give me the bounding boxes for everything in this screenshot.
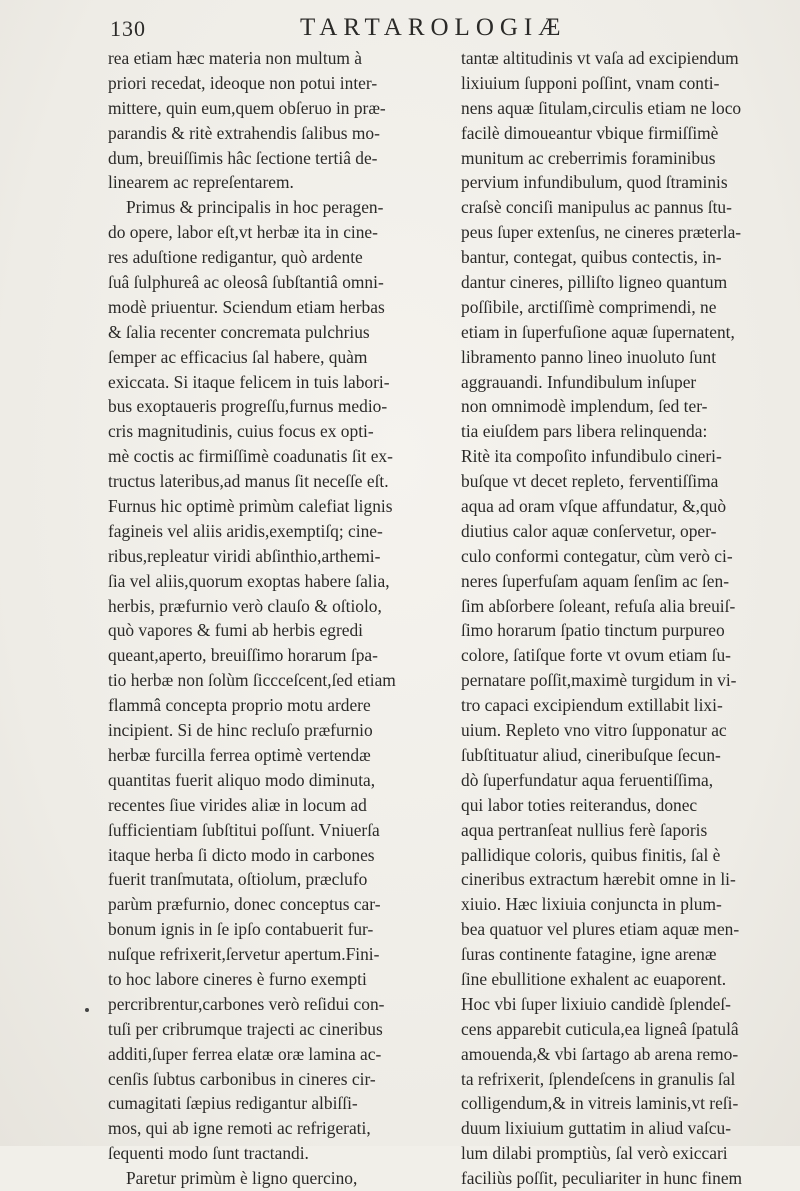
text-line: nuſque refrixerit,ſervetur apertum.Fini- xyxy=(108,944,380,965)
text-line: tuſi per cribrumque trajecti ac cineribus xyxy=(108,1018,383,1039)
text-line: ſia vel aliis,quorum exoptas habere ſalia, xyxy=(108,570,390,591)
text-line: amouenda,& vbi ſartago ab arena remo- xyxy=(461,1043,739,1064)
text-line: do opere, labor eſt,vt herbæ ita in cine- xyxy=(108,222,378,243)
text-line: & ſalia recenter concremata pulchrius xyxy=(108,321,370,342)
text-line: dò ſuperfundatur aqua feruentiſſima, xyxy=(461,769,714,790)
text-line: ſine ebullitione exhalent ac euaporent. xyxy=(461,968,727,989)
text-line: Hoc vbi ſuper lixiuio candidè ſplendeſ- xyxy=(461,993,731,1014)
text-line: to hoc labore cineres è furno exempti xyxy=(108,968,367,989)
text-line: ſufficientiam ſubſtitui poſſunt. Vniuerſa xyxy=(108,819,380,840)
text-line: nens aquæ ſitulam,circulis etiam ne loco xyxy=(461,97,742,118)
text-line: ſequenti modo ſunt tractandi. xyxy=(108,1143,309,1164)
right-text-column xyxy=(461,46,795,1191)
text-line: queant,aperto, breuiſſimo horarum ſpa- xyxy=(108,645,378,666)
text-line: Ritè ita compoſito infundibulo cineri- xyxy=(461,446,722,467)
text-line: herbis, præfurnio verò clauſo & oſtiolo, xyxy=(108,595,382,616)
text-line: herbæ furcilla ferrea optimè vertendæ xyxy=(108,744,371,765)
text-line: incipient. Si de hinc recluſo præfurnio xyxy=(108,720,373,741)
text-line: buſque vt decet repleto, ferventiſſima xyxy=(461,471,719,492)
text-line: tio herbæ non ſolùm ſiccceſcent,ſed etiam xyxy=(108,670,396,691)
text-line: itaque herba ſi dicto modo in carbones xyxy=(108,844,375,865)
text-line: recentes ſiue virides aliæ in locum ad xyxy=(108,794,367,815)
text-line: tructus lateribus,ad manus ſit neceſſe eſt. xyxy=(108,471,389,492)
text-line: etiam in ſuperfuſione aquæ ſupernatent, xyxy=(461,321,735,342)
text-line: dantur cineres, pilliſto ligneo quantum xyxy=(461,272,728,293)
text-line: faciliùs poſſit, peculiariter in hunc finem xyxy=(461,1168,743,1189)
text-line: Furnus hic optimè primùm calefiat lignis xyxy=(108,496,393,517)
text-line: bea quatuor vel plures etiam aquæ men- xyxy=(461,919,740,940)
text-line: libramento panno lineo inuoluto ſunt xyxy=(461,346,717,367)
text-line: bonum ignis in ſe ipſo contabuerit fur- xyxy=(108,919,374,940)
text-line: bus exoptaueris progreſſu,furnus medio- xyxy=(108,396,388,417)
text-line: ſemper ac efficacius ſal habere, quàm xyxy=(108,346,368,367)
text-line: exiccata. Si itaque felicem in tuis labori- xyxy=(108,371,390,392)
text-line: parùm præfurnio, donec conceptus car- xyxy=(108,894,381,915)
text-line: cenſis ſubtus carbonibus in cineres cir- xyxy=(108,1068,376,1089)
ink-blot xyxy=(85,1008,89,1012)
text-line: Primus & principalis in hoc peragen- xyxy=(126,197,384,218)
text-line: fagineis vel aliis aridis,exemptiſq; cine- xyxy=(108,520,383,541)
text-line: bantur, contegat, quibus contectis, in- xyxy=(461,247,722,268)
text-line: cris magnitudinis, cuius focus ex opti- xyxy=(108,421,374,442)
text-line: lixiuium ſupponi poſſint, vnam conti- xyxy=(461,72,720,93)
text-line: pervium infundibulum, quod ſtraminis xyxy=(461,172,728,193)
text-line: uium. Repleto vno vitro ſupponatur ac xyxy=(461,720,727,741)
text-line: xiuio. Hæc lixiuia conjuncta in plum- xyxy=(461,894,722,915)
text-line: craſsè conciſi manipulus ac pannus ſtu- xyxy=(461,197,732,218)
text-line: cumagitati ſæpius redigantur albiſſi- xyxy=(108,1093,358,1114)
text-line: additi,ſuper ferrea elatæ oræ lamina ac- xyxy=(108,1043,382,1064)
running-head: TARTAROLOGIÆ xyxy=(300,14,567,41)
text-line: tro capaci excipiendum extillabit lixi- xyxy=(461,695,723,716)
text-line: mittere, quin eum,quem obſeruo in præ- xyxy=(108,97,386,118)
text-line: duum lixiuium guttatim in aliud vaſcu- xyxy=(461,1118,732,1139)
text-line: ſimo horarum ſpatio tinctum purpureo xyxy=(461,620,725,641)
text-line: flammâ concepta proprio motu ardere xyxy=(108,695,371,716)
text-line: lum dilabi promptiùs, ſal verò exiccari xyxy=(461,1143,728,1164)
text-line: cineribus extractum hærebit omne in li- xyxy=(461,869,736,890)
text-line: colore, ſatiſque forte vt ovum etiam ſu- xyxy=(461,645,731,666)
text-line: cens apparebit cuticula,ea ligneâ ſpatulâ xyxy=(461,1018,739,1039)
text-line: aqua ad oram vſque affundatur, &,quò xyxy=(461,496,727,517)
text-line: poſſibile, arctiſſimè comprimendi, ne xyxy=(461,296,717,317)
text-line: non omnimodè implendum, ſed ter- xyxy=(461,396,708,417)
text-line: culo conformi contegatur, cùm verò ci- xyxy=(461,545,733,566)
text-line: quantitas fuerit aliquo modo diminuta, xyxy=(108,769,376,790)
text-line: dum, breuiſſimis hâc ſectione tertiâ de- xyxy=(108,147,378,168)
text-line: neres ſuperfuſam aquam ſenſim ac ſen- xyxy=(461,570,729,591)
text-line: linearem ac repreſentarem. xyxy=(108,172,294,193)
text-line: munitum ac creberrimis foraminibus xyxy=(461,147,716,168)
text-line: diutius calor aquæ conſervetur, oper- xyxy=(461,520,717,541)
text-line: ſim abſorbere ſoleant, refuſa alia breuiſ- xyxy=(461,595,736,616)
text-line: aggrauandi. Infundibulum inſuper xyxy=(461,371,697,392)
text-line: tia eiuſdem pars libera relinquenda: xyxy=(461,421,708,442)
text-line: facilè dimoueantur vbique firmiſſimè xyxy=(461,122,719,143)
text-line: pallidique coloris, quibus finitis, ſal è xyxy=(461,844,721,865)
text-line: qui labor toties reiterandus, donec xyxy=(461,794,698,815)
text-line: peus ſuper extenſus, ne cineres præterla- xyxy=(461,222,742,243)
text-line: priori recedat, ideoque non potui inter- xyxy=(108,72,378,93)
text-line: aqua pertranſeat nullius ferè ſaporis xyxy=(461,819,708,840)
text-line: ta refrixerit, ſplendeſcens in granulis ſal xyxy=(461,1068,736,1089)
text-line: mos, qui ab igne remoti ac refrigerati, xyxy=(108,1118,371,1139)
text-line: modè priuentur. Sciendum etiam herbas xyxy=(108,296,385,317)
text-line: pernatare poſſit,maximè turgidum in vi- xyxy=(461,670,737,691)
text-line: ribus,repleatur viridi abſinthio,arthemi- xyxy=(108,545,381,566)
text-line: tantæ altitudinis vt vaſa ad excipiendum xyxy=(461,48,739,68)
text-line: quò vapores & fumi ab herbis egredi xyxy=(108,620,363,641)
text-line: parandis & ritè extrahendis ſalibus mo- xyxy=(108,122,380,143)
page-number: 130 xyxy=(110,16,146,41)
text-line: ſubſtituatur aliud, cineribuſque ſecun- xyxy=(461,744,721,765)
text-line: fuerit tranſmutata, oſtiolum, præclufo xyxy=(108,869,368,890)
text-line: ſuras continente fatagine, igne arenæ xyxy=(461,944,717,965)
text-line: rea etiam hæc materia non multum à xyxy=(108,48,363,68)
text-line: percribrentur,carbones verò reſidui con- xyxy=(108,993,385,1014)
text-line: ſuâ ſulphureâ ac oleosâ ſubſtantiâ omni- xyxy=(108,272,384,293)
text-line: res aduſtione redigantur, quò ardente xyxy=(108,247,363,268)
left-text-column xyxy=(108,46,450,1191)
text-line: mè coctis ac firmiſſimè coadunatis ſit ex- xyxy=(108,446,393,467)
text-line: colligendum,& in vitreis laminis,vt reſi- xyxy=(461,1093,739,1114)
text-line: Paretur primùm è ligno quercino, xyxy=(126,1168,358,1189)
